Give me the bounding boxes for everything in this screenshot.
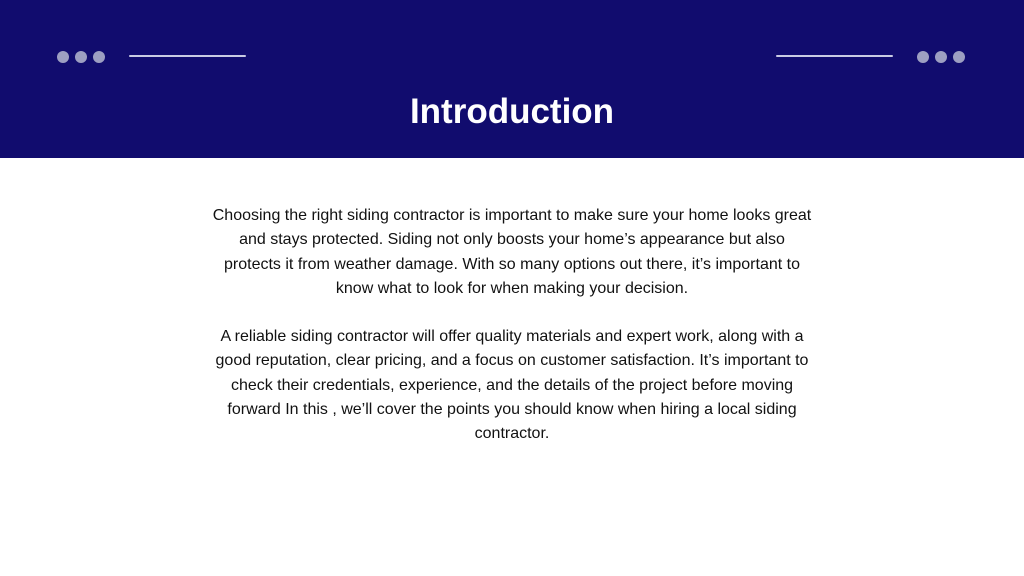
dot-icon	[953, 51, 965, 63]
title-banner	[0, 0, 1024, 158]
body-paragraph-1: Choosing the right siding contractor is important to make sure your home looks great and stays protected. Siding not only boosts your home’s appearance but also protects it from weather damage. With so many options out there, it’s important to know what to look for when making your decision.	[212, 207, 812, 297]
dot-icon	[917, 51, 929, 63]
dot-icon	[75, 51, 87, 63]
decorative-dots-right	[917, 51, 965, 63]
slide-title: Introduction	[409, 92, 615, 131]
body-paragraph-2: A reliable siding contractor will offer quality materials and expert work, along with a good reputation, clear pricing, and a focus on customer satisfaction. It’s important to check their credentials, experience, and the details of the project before moving forward In this , we’ll cover the points you should know when hiring a local siding contractor.	[215, 328, 809, 443]
decorative-dots-left	[57, 51, 105, 63]
dot-icon	[93, 51, 105, 63]
slide-body	[212, 204, 812, 471]
decorative-line-left	[129, 55, 246, 57]
dot-icon	[57, 51, 69, 63]
decorative-line-right	[776, 55, 893, 57]
dot-icon	[935, 51, 947, 63]
